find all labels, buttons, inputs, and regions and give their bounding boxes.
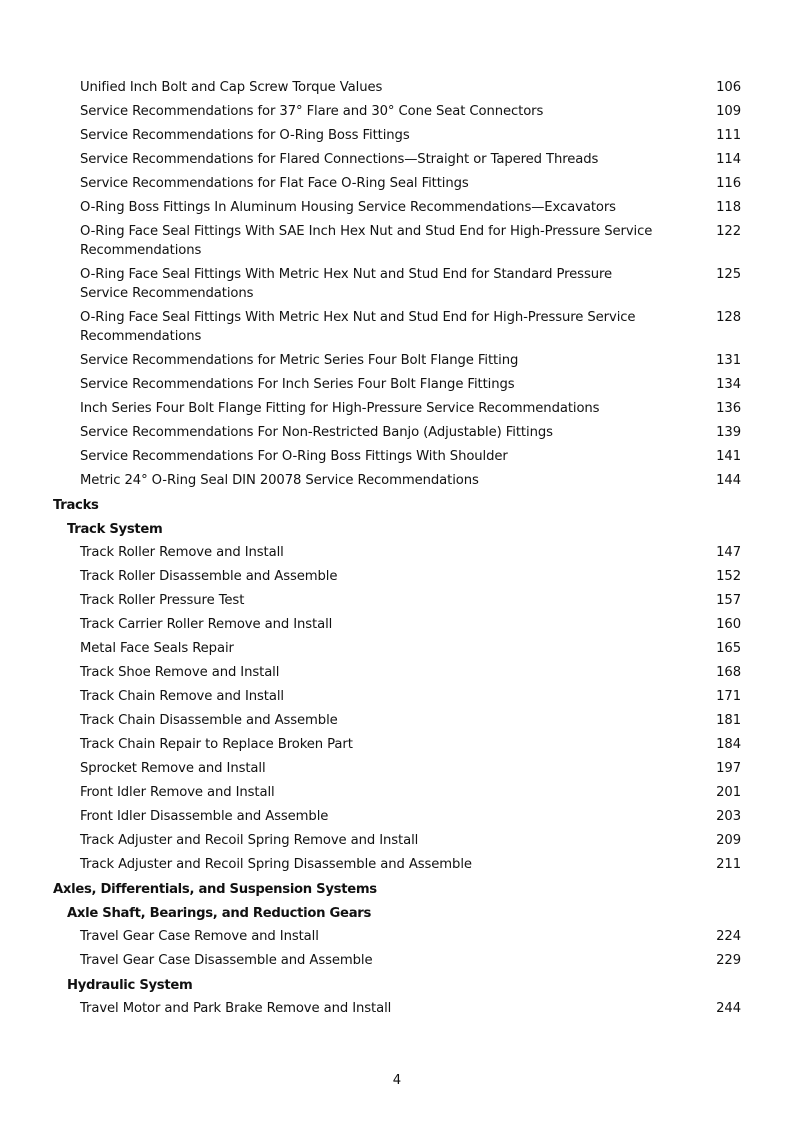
toc-entry[interactable] [0,685,794,709]
toc-entry-page-number: 171 [716,689,741,704]
toc-entry[interactable] [0,349,794,373]
toc-entry[interactable] [0,589,794,613]
toc-entry[interactable] [0,709,794,733]
toc-entry-page-number: 114 [716,152,741,167]
toc-entry-page-number: 111 [716,128,741,143]
toc-entry-page-number: 144 [716,473,741,488]
toc-entry-page-number: 131 [716,353,741,368]
toc-entry-page-number: 141 [716,449,741,464]
toc-entry-title: O-Ring Face Seal Fittings With Metric Hex Nut and Stud End for High-Pressure Service Recommendations [80,310,636,344]
toc-entry-title: Metric 24° O-Ring Seal DIN 20078 Service Recommendations [80,473,479,488]
toc-entry-title: O-Ring Face Seal Fittings With Metric Hex Nut and Stud End for Standard Pressure Service Recommendations [80,267,613,301]
toc-entry-title: Tracks [53,498,99,513]
toc-entry[interactable] [0,196,794,220]
toc-entry-page-number: 139 [716,425,741,440]
toc-entry-title: Track Chain Remove and Install [80,689,284,704]
toc-entry-page-number: 211 [716,857,741,872]
toc-entry-page-number: 109 [716,104,741,119]
toc-subsection-heading[interactable] [0,973,794,997]
toc-entry[interactable] [0,781,794,805]
toc-entry-title: Service Recommendations for Flat Face O-Ring Seal Fittings [80,176,469,191]
toc-entry[interactable] [0,469,794,493]
toc-section-heading[interactable] [0,493,794,517]
toc-entry-title: Track Roller Remove and Install [80,545,284,560]
toc-entry-page-number: 181 [716,713,741,728]
table-of-contents [0,76,794,1021]
toc-entry-page-number: 125 [716,267,741,282]
toc-entry[interactable] [0,997,794,1021]
toc-entry[interactable] [0,613,794,637]
toc-entry-page-number: 116 [716,176,741,191]
toc-entry[interactable] [0,172,794,196]
toc-entry[interactable] [0,263,794,306]
toc-entry-title: Travel Motor and Park Brake Remove and Install [80,1001,392,1016]
toc-entry-page-number: 201 [716,785,741,800]
toc-entry[interactable] [0,925,794,949]
toc-entry[interactable] [0,637,794,661]
toc-entry-title: Service Recommendations for Metric Series Four Bolt Flange Fitting [80,353,519,368]
toc-entry-title: Track Chain Repair to Replace Broken Part [80,737,353,752]
toc-entry-title: Axles, Differentials, and Suspension Systems [53,882,377,897]
toc-entry[interactable] [0,661,794,685]
toc-entry[interactable] [0,541,794,565]
toc-entry-title: Track Roller Pressure Test [80,593,245,608]
toc-entry-title: Front Idler Disassemble and Assemble [80,809,329,824]
toc-entry-page-number: 197 [716,761,741,776]
toc-entry-page-number: 122 [716,224,741,239]
toc-entry-title: Unified Inch Bolt and Cap Screw Torque Values [80,80,383,95]
toc-entry-page-number: 152 [716,569,741,584]
page-number: 4 [392,1073,402,1088]
toc-entry[interactable] [0,805,794,829]
toc-entry-page-number: 224 [716,929,741,944]
toc-section-heading[interactable] [0,877,794,901]
toc-entry-title: Service Recommendations for 37° Flare and 30° Cone Seat Connectors [80,104,544,119]
toc-entry-page-number: 106 [716,80,741,95]
toc-entry-title: Travel Gear Case Remove and Install [80,929,319,944]
toc-entry-title: Track Carrier Roller Remove and Install [80,617,333,632]
toc-entry-title: Track Chain Disassemble and Assemble [80,713,338,728]
toc-entry-page-number: 134 [716,377,741,392]
toc-subsection-heading[interactable] [0,517,794,541]
toc-entry-title: Hydraulic System [67,978,193,993]
toc-entry-page-number: 136 [716,401,741,416]
toc-entry[interactable] [0,148,794,172]
toc-entry[interactable] [0,949,794,973]
toc-entry-title: Track Adjuster and Recoil Spring Remove and Install [80,833,419,848]
toc-entry-title: Track Adjuster and Recoil Spring Disassemble and Assemble [80,857,472,872]
toc-entry[interactable] [0,397,794,421]
toc-entry[interactable] [0,733,794,757]
toc-entry-page-number: 184 [716,737,741,752]
toc-entry-page-number: 157 [716,593,741,608]
toc-entry-page-number: 128 [716,310,741,325]
toc-entry-title: Front Idler Remove and Install [80,785,275,800]
toc-entry[interactable] [0,565,794,589]
toc-entry-title: Service Recommendations For Inch Series Four Bolt Flange Fittings [80,377,515,392]
toc-entry-page-number: 229 [716,953,741,968]
toc-entry-title: Service Recommendations for Flared Connections—Straight or Tapered Threads [80,152,599,167]
toc-entry-page-number: 165 [716,641,741,656]
toc-entry-title: Axle Shaft, Bearings, and Reduction Gears [67,906,372,921]
toc-entry[interactable] [0,306,794,349]
toc-entry-title: Service Recommendations For Non-Restricted Banjo (Adjustable) Fittings [80,425,553,440]
toc-entry[interactable] [0,373,794,397]
toc-entry-title: O-Ring Face Seal Fittings With SAE Inch Hex Nut and Stud End for High-Pressure Service Recommendations [80,224,653,258]
toc-entry-page-number: 118 [716,200,741,215]
toc-entry-title: Metal Face Seals Repair [80,641,234,656]
toc-entry-title: Track Shoe Remove and Install [80,665,280,680]
toc-entry-page-number: 160 [716,617,741,632]
toc-entry-title: Inch Series Four Bolt Flange Fitting for High-Pressure Service Recommendations [80,401,600,416]
toc-entry-title: Service Recommendations For O-Ring Boss Fittings With Shoulder [80,449,508,464]
toc-entry[interactable] [0,445,794,469]
toc-entry-page-number: 147 [716,545,741,560]
toc-entry[interactable] [0,76,794,100]
toc-entry-title: Track System [67,522,163,537]
toc-entry[interactable] [0,124,794,148]
toc-entry-page-number: 168 [716,665,741,680]
toc-entry-page-number: 203 [716,809,741,824]
toc-entry[interactable] [0,829,794,853]
toc-entry[interactable] [0,757,794,781]
toc-entry[interactable] [0,100,794,124]
toc-entry[interactable] [0,853,794,877]
toc-entry-title: Travel Gear Case Disassemble and Assemble [80,953,373,968]
toc-entry-title: Service Recommendations for O-Ring Boss Fittings [80,128,410,143]
toc-entry-page-number: 244 [716,1001,741,1016]
toc-entry-title: Track Roller Disassemble and Assemble [80,569,338,584]
toc-subsection-heading[interactable] [0,901,794,925]
toc-entry-title: Sprocket Remove and Install [80,761,266,776]
toc-entry-title: O-Ring Boss Fittings In Aluminum Housing Service Recommendations—Excavators [80,200,616,215]
toc-entry-page-number: 209 [716,833,741,848]
toc-entry[interactable] [0,220,794,263]
toc-entry[interactable] [0,421,794,445]
